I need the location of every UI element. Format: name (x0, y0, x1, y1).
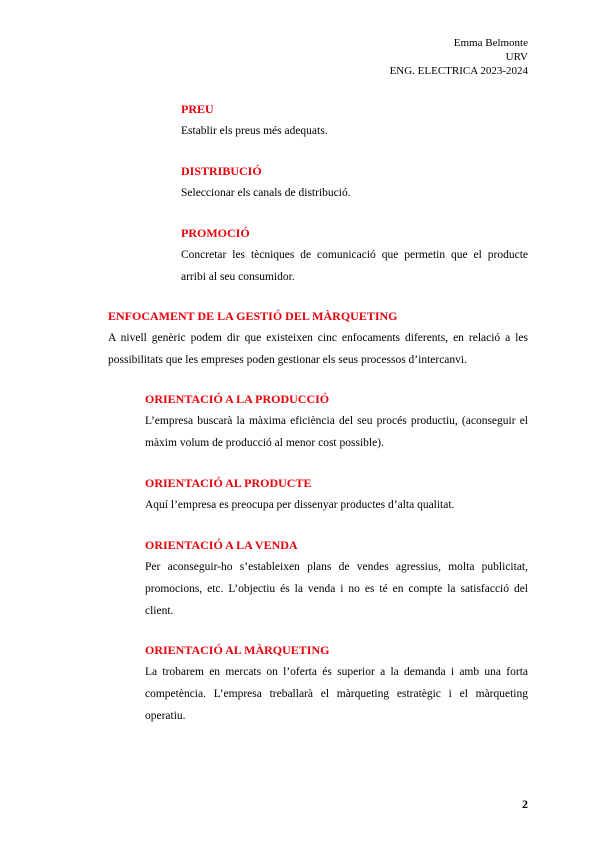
section-orientacio-venda (145, 537, 528, 622)
section-promocio (181, 225, 528, 288)
heading-preu: PREU (181, 102, 214, 116)
heading-orientacio-venda: ORIENTACIÓ A LA VENDA (145, 538, 298, 552)
heading-orientacio-produccio: ORIENTACIÓ A LA PRODUCCIÓ (145, 392, 330, 406)
text-orientacio-marqueting: La trobarem en mercats on l’oferta és superior a la demanda i amb una forta competència. L’empresa treballarà el màrqueting estratègic i el màrqueting operatiu. (145, 666, 528, 722)
section-distribucio (181, 163, 528, 204)
text-preu: Establir els preus més adequats. (181, 125, 328, 137)
text-enfocament: A nivell genèric podem dir que existeixen cinc enfocaments diferents, en relació a les possibilitats que les empreses poden gestionar els seus processos d’intercanvi. (108, 332, 528, 366)
text-promocio: Concretar les tècniques de comunicació que permetin que el producte arribi al seu consumidor. (181, 249, 528, 283)
header-institution: URV (505, 51, 528, 63)
page-number: 2 (522, 797, 528, 811)
header-course: ENG. ELECTRICA 2023-2024 (389, 65, 528, 77)
heading-enfocament: ENFOCAMENT DE LA GESTIÓ DEL MÀRQUETING (108, 309, 398, 323)
section-orientacio-marqueting (145, 642, 528, 727)
header-author: Emma Belmonte (453, 37, 528, 49)
section-orientacio-producte (145, 475, 528, 516)
heading-promocio: PROMOCIÓ (181, 226, 250, 240)
heading-orientacio-marqueting: ORIENTACIÓ AL MÀRQUETING (145, 643, 330, 657)
text-distribucio: Seleccionar els canals de distribució. (181, 187, 351, 199)
text-orientacio-venda: Per aconseguir-ho s’estableixen plans de vendes agressius, molta publicitat, promocions, etc. L’objectiu és la venda i no es té en compte la satisfacció del client. (145, 561, 528, 617)
section-orientacio-produccio (145, 391, 528, 454)
heading-orientacio-producte: ORIENTACIÓ AL PRODUCTE (145, 476, 312, 490)
text-orientacio-produccio: L’empresa buscarà la màxima eficiència del seu procés productiu, (aconseguir el màxim volum de producció al menor cost possible). (145, 415, 528, 449)
section-preu (181, 101, 528, 142)
heading-distribucio: DISTRIBUCIÓ (181, 164, 262, 178)
section-enfocament (108, 308, 528, 371)
page-header (390, 36, 528, 78)
text-orientacio-producte: Aquí l’empresa es preocupa per dissenyar productes d’alta qualitat. (145, 499, 455, 511)
